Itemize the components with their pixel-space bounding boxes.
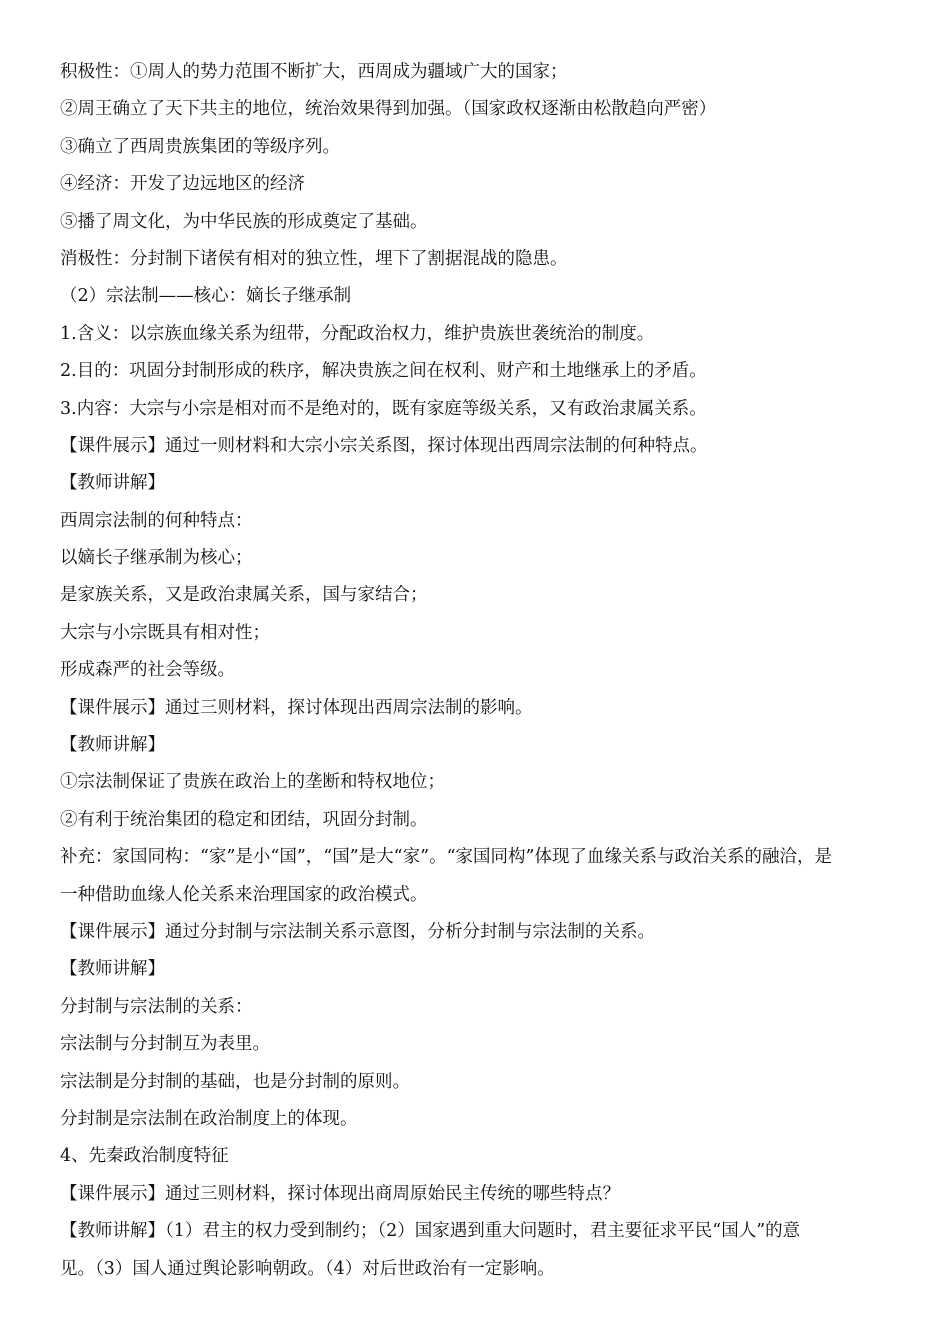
courseware-display-line (60, 1176, 894, 1213)
courseware-display-line (60, 428, 894, 465)
teacher-explain-line (60, 1213, 894, 1250)
text-line: 宗法制与分封制互为表里。 (60, 1034, 270, 1055)
text-line: 形成森严的社会等级。 (60, 660, 235, 681)
text-line: 分封制是宗法制在政治制度上的体现。 (60, 1108, 358, 1129)
teacher-explain-text: （1）君主的权力受到制约；（2）国家遇到重大问题时，君主要征求平民“国人”的意 (165, 1221, 801, 1242)
text-line: 以嫡长子继承制为核心； (60, 548, 253, 569)
courseware-tag: 【课件展示】 (60, 435, 165, 456)
teacher-explain-tag: 【教师讲解】 (60, 1221, 165, 1242)
text-line: 消极性：分封制下诸侯有相对的独立性，埋下了割据混战的隐患。 (60, 248, 568, 269)
text-line: 是家族关系，又是政治隶属关系，国与家结合； (60, 585, 428, 606)
text-line: 2.目的：巩固分封制形成的秩序，解决贵族之间在权利、财产和土地继承上的矛盾。 (60, 361, 707, 382)
text-line: ①宗法制保证了贵族在政治上的垄断和特权地位； (60, 772, 445, 793)
text-line: 分封制与宗法制的关系： (60, 996, 253, 1017)
section-heading: 4、先秦政治制度特征 (60, 1146, 229, 1167)
text-line: 3.内容：大宗与小宗是相对而不是绝对的，既有家庭等级关系，又有政治隶属关系。 (60, 398, 707, 419)
text-line: 大宗与小宗既具有相对性； (60, 622, 270, 643)
courseware-tag: 【课件展示】 (60, 921, 165, 942)
text-line: ②有利于统治集团的稳定和团结，巩固分封制。 (60, 809, 428, 830)
courseware-tag: 【课件展示】 (60, 697, 165, 718)
teacher-explain-tag: 【教师讲解】 (60, 959, 165, 980)
text-line: ④经济：开发了边远地区的经济 (60, 174, 305, 195)
text-line: 见。（3）国人通过舆论影响朝政。（4）对后世政治有一定影响。 (60, 1258, 555, 1279)
document-page (60, 54, 894, 1288)
text-line: 西周宗法制的何种特点： (60, 510, 253, 531)
courseware-text: 通过一则材料和大宗小宗关系图，探讨体现出西周宗法制的何种特点。 (165, 435, 708, 456)
teacher-explain-tag: 【教师讲解】 (60, 473, 165, 494)
text-line: ③确立了西周贵族集团的等级序列。 (60, 136, 340, 157)
courseware-display-line (60, 914, 894, 951)
teacher-explain-tag: 【教师讲解】 (60, 735, 165, 756)
text-line: 积极性：①周人的势力范围不断扩大，西周成为疆域广大的国家； (60, 62, 568, 82)
courseware-text: 通过三则材料，探讨体现出西周宗法制的影响。 (165, 697, 533, 718)
courseware-display-line (60, 690, 894, 727)
text-line: 宗法制是分封制的基础，也是分封制的原则。 (60, 1071, 410, 1092)
text-line: ⑤播了周文化，为中华民族的形成奠定了基础。 (60, 211, 428, 232)
text-line: 1.含义：以宗族血缘关系为纽带，分配政治权力，维护贵族世袭统治的制度。 (60, 323, 655, 344)
courseware-tag: 【课件展示】 (60, 1183, 165, 1204)
section-heading: （2）宗法制——核心：嫡长子继承制 (60, 286, 352, 307)
text-line: ②周王确立了天下共主的地位，统治效果得到加强。（国家政权逐渐由松散趋向严密） (60, 99, 717, 120)
courseware-text: 通过分封制与宗法制关系示意图，分析分封制与宗法制的关系。 (165, 921, 655, 942)
courseware-text: 通过三则材料，探讨体现出商周原始民主传统的哪些特点？ (165, 1183, 620, 1204)
supplement-line: 补充：家国同构：“家”是小“国”，“国”是大“家”。“家国同构”体现了血缘关系与政治关系的融洽，是 (60, 847, 832, 868)
supplement-line: 一种借助血缘人伦关系来治理国家的政治模式。 (60, 884, 428, 905)
